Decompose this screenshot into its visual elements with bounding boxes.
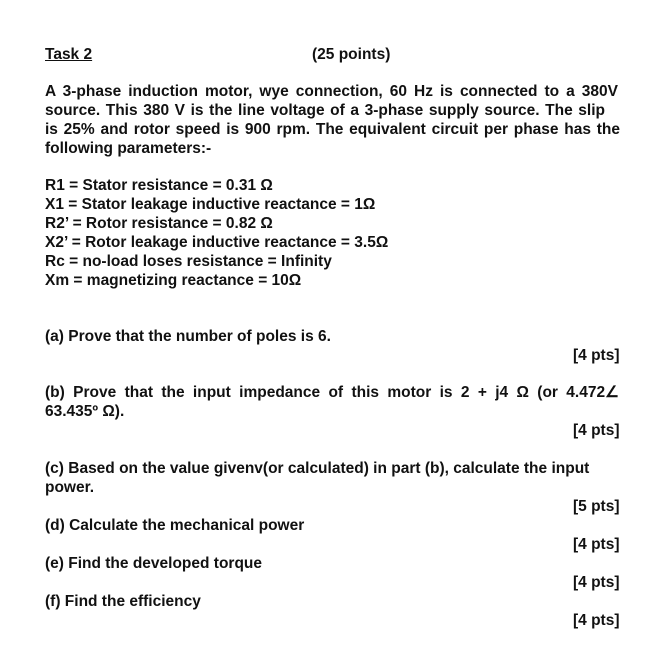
question-d-points: [4 pts]: [573, 536, 620, 553]
question-e-points: [4 pts]: [573, 574, 620, 591]
question-e: (e) Find the developed torque: [45, 555, 263, 572]
question-c-line-2: power.: [45, 479, 95, 496]
question-d: (d) Calculate the mechanical power: [45, 517, 305, 534]
question-a-points: [4 pts]: [573, 347, 620, 364]
intro-line-1: A 3-phase induction motor, wye connection, 60 Hz is connected to a 380V: [45, 83, 618, 100]
question-c-points: [5 pts]: [573, 498, 620, 515]
total-points: (25 points): [312, 46, 391, 63]
question-f-points: [4 pts]: [573, 612, 620, 629]
param-xm: Xm = magnetizing reactance = 10Ω: [45, 272, 302, 289]
question-b-line-2: 63.435º Ω).: [45, 403, 125, 420]
param-r1: R1 = Stator resistance = 0.31 Ω: [45, 177, 273, 194]
question-a: (a) Prove that the number of poles is 6.: [45, 328, 331, 345]
param-x1: X1 = Stator leakage inductive reactance = 1Ω: [45, 196, 376, 213]
question-b-line-1: (b) Prove that the input impedance of this motor is 2 + j4 Ω (or 4.472∠: [45, 384, 619, 401]
question-f: (f) Find the efficiency: [45, 593, 201, 610]
param-x2: X2’ = Rotor leakage inductive reactance = 3.5Ω: [45, 234, 389, 251]
question-c-line-1: (c) Based on the value givenv(or calculated) in part (b), calculate the input: [45, 460, 590, 477]
intro-line-3: is 25% and rotor speed is 900 rpm. The equivalent circuit per phase has the: [45, 121, 620, 138]
intro-line-4: following parameters:-: [45, 140, 212, 157]
intro-line-2: source. This 380 V is the line voltage of a 3-phase supply source. The slip: [45, 102, 605, 119]
param-r2: R2’ = Rotor resistance = 0.82 Ω: [45, 215, 273, 232]
param-rc: Rc = no-load loses resistance = Infinity: [45, 253, 332, 270]
question-b-points: [4 pts]: [573, 422, 620, 439]
task-title: Task 2: [45, 46, 93, 63]
